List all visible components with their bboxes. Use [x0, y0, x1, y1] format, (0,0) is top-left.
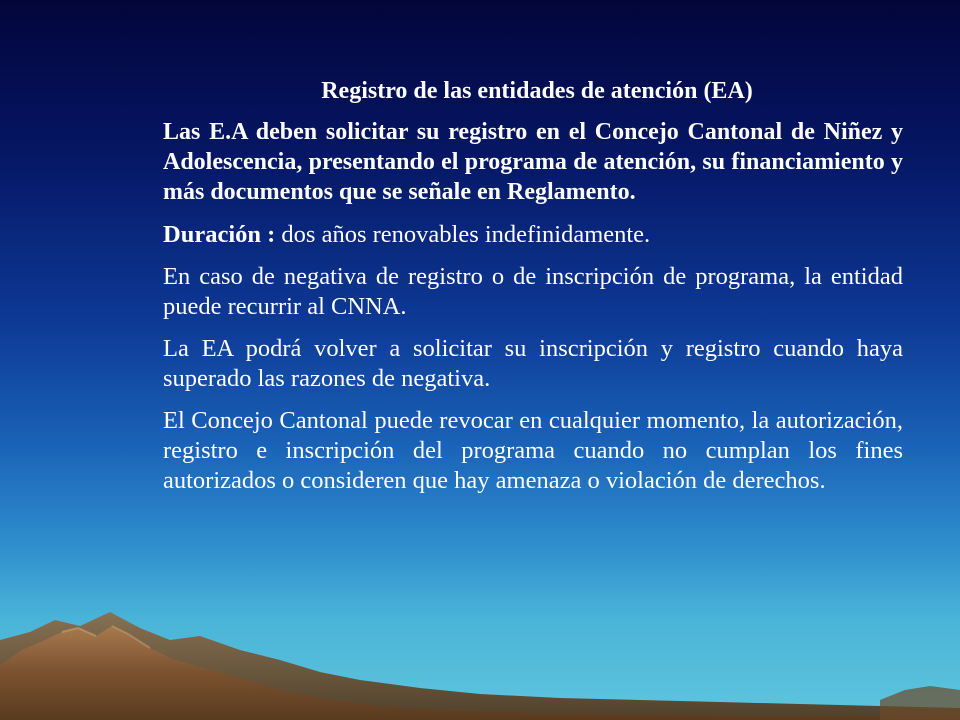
paragraph-appeal: En caso de negativa de registro o de inscripción de programa, la entidad puede recurrir al CNNA. — [163, 263, 903, 320]
slide-content — [163, 76, 903, 508]
paragraph-registration-requirement: Las E.A deben solicitar su registro en el Concejo Cantonal de Niñez y Adolescencia, presentando el programa de atención, su financiamiento y más documentos que se señale en Reglamento. — [163, 119, 903, 205]
paragraph-revocation: El Concejo Cantonal puede revocar en cualquier momento, la autorización, registro e inscripción del programa cuando no cumplan los fines autorizados o consideren que hay amenaza o violación de derechos. — [163, 407, 903, 494]
duration-label: Duración : — [163, 221, 276, 248]
paragraph-reapply: La EA podrá volver a solicitar su inscripción y registro cuando haya superado las razones de negativa. — [163, 335, 903, 392]
paragraph-duration — [163, 220, 903, 250]
duration-value: dos años renovables indefinidamente. — [275, 221, 651, 248]
slide-title: Registro de las entidades de atención (EA) — [321, 78, 753, 104]
